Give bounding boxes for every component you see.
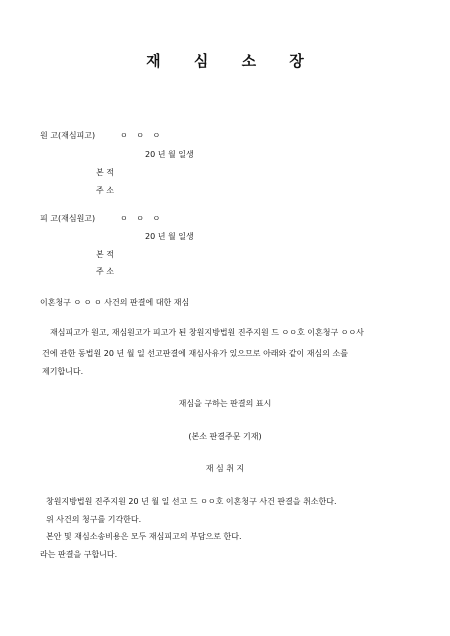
purpose-heading: 재 심 취 지 bbox=[205, 464, 245, 473]
plaintiff-name: ㅇ ㅇ ㅇ bbox=[120, 131, 164, 140]
purpose-line-3: 본안 및 재심소송비용은 모두 재심피고의 부담으로 한다. bbox=[46, 532, 242, 541]
defendant-name: ㅇ ㅇ ㅇ bbox=[120, 214, 164, 223]
plaintiff-role-label: 원 고(재심피고) bbox=[40, 131, 96, 140]
plaintiff-birth: 20 년 월 일생 bbox=[145, 150, 194, 159]
judgment-note: (본소 판결주문 기재) bbox=[188, 432, 262, 441]
plaintiff-address-label: 주 소 bbox=[96, 186, 114, 195]
defendant-address-label: 주 소 bbox=[96, 267, 114, 276]
defendant-role-label: 피 고(재심원고) bbox=[40, 214, 96, 223]
purpose-line-2: 위 사건의 청구를 기각한다. bbox=[46, 515, 142, 524]
body-line-1: 재심피고가 원고, 재심원고가 피고가 된 창원지방법원 진주지원 드 ㅇㅇ호 이혼청구 ㅇㅇ사 bbox=[50, 328, 364, 337]
defendant-birth: 20 년 월 일생 bbox=[145, 232, 194, 241]
plaintiff-domicile-label: 본 적 bbox=[96, 168, 114, 177]
purpose-line-1: 창원지방법원 진주지원 20 년 월 일 선고 드 ㅇㅇ호 이혼청구 사건 판결을 취소한다. bbox=[46, 497, 337, 506]
body-line-3: 제기합니다. bbox=[42, 367, 84, 376]
document-title: 재 심 소 장 bbox=[146, 52, 318, 70]
body-line-2: 건에 관한 동법원 20 년 월 일 선고판결에 재심사유가 있으므로 아래와 같이 재심의 소를 bbox=[42, 349, 348, 358]
judgment-heading: 재심을 구하는 판결의 표시 bbox=[178, 399, 272, 408]
case-subject: 이혼청구 ㅇ ㅇ ㅇ 사건의 판결에 대한 재심 bbox=[40, 298, 190, 307]
defendant-domicile-label: 본 적 bbox=[96, 250, 114, 259]
purpose-line-4: 라는 판결을 구합니다. bbox=[40, 550, 118, 559]
